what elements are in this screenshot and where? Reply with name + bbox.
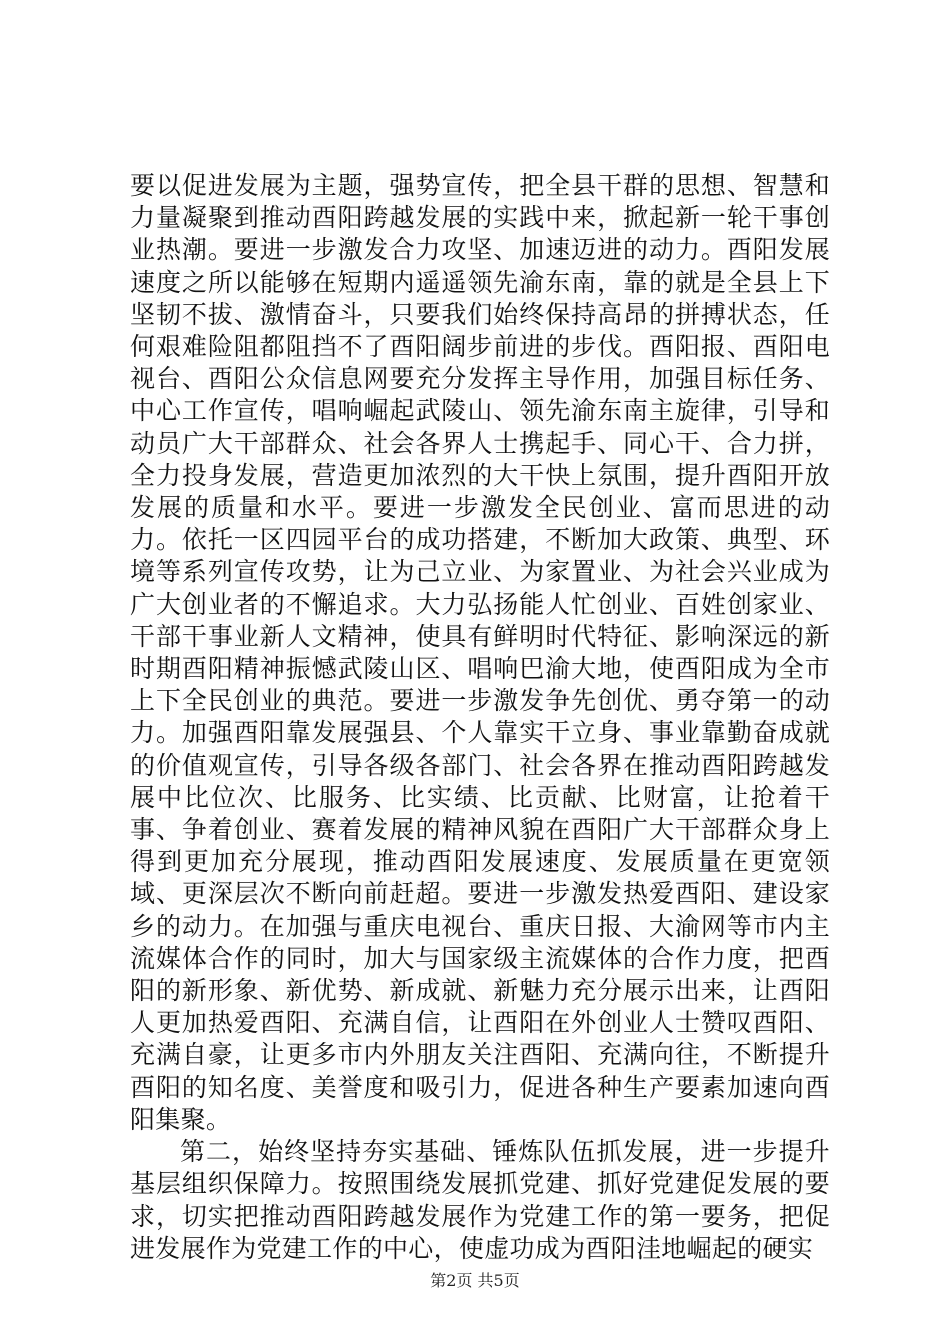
page-footer [0, 1271, 950, 1291]
document-body [130, 170, 830, 1265]
page-number-label: 第2页 共5页 [430, 1271, 520, 1290]
paragraph-1: 要以促进发展为主题，强势宣传，把全县干群的思想、智慧和力量凝聚到推动酉阳跨越发展的实践中来，掀起新一轮干事创业热潮。要进一步激发合力攻坚、加速迈进的动力。酉阳发展速度之所以能够在短期内遥遥领先渝东南，靠的就是全县上下坚韧不拔、激情奋斗，只要我们始终保持高昂的拼搏状态，任何艰难险阻都阻挡不了酉阳阔步前进的步伐。酉阳报、酉阳电视台、酉阳公众信息网要充分发挥主导作用，加强目标任务、中心工作宣传，唱响崛起武陵山、领先渝东南主旋律，引导和动员广大干部群众、社会各界人士携起手、同心干、合力拼，全力投身发展，营造更加浓烈的大干快上氛围，提升酉阳开放发展的质量和水平。要进一步激发全民创业、富而思进的动力。依托一区四园平台的成功搭建，不断加大政策、典型、环境等系列宣传攻势，让为己立业、为家置业、为社会兴业成为广大创业者的不懈追求。大力弘扬能人忙创业、百姓创家业、干部干事业新人文精神，使具有鲜明时代特征、影响深远的新时期酉阳精神振憾武陵山区、唱响巴渝大地，使酉阳成为全市上下全民创业的典范。要进一步激发争先创优、勇夺第一的动力。加强酉阳靠发展强县、个人靠实干立身、事业靠勤奋成就的价值观宣传，引导各级各部门、社会各界在推动酉阳跨越发展中比位次、比服务、比实绩、比贡献、比财富，让抢着干事、争着创业、赛着发展的精神风貌在酉阳广大干部群众身上得到更加充分展现，推动酉阳发展速度、发展质量在更宽领域、更深层次不断向前赶超。要进一步激发热爱酉阳、建设家乡的动力。在加强与重庆电视台、重庆日报、大渝网等市内主流媒体合作的同时，加大与国家级主流媒体的合作力度，把酉阳的新形象、新优势、新成就、新魅力充分展示出来，让酉阳人更加热爱酉阳、充满自信，让酉阳在外创业人士赞叹酉阳、充满自豪，让更多市内外朋友关注酉阳、充满向往，不断提升酉阳的知名度、美誉度和吸引力，促进各种生产要素加速向酉阳集聚。 [130, 171, 830, 1134]
paragraph-2: 第二，始终坚持夯实基础、锤炼队伍抓发展，进一步提升基层组织保障力。按照围绕发展抓党建、抓好党建促发展的要求，切实把推动酉阳跨越发展作为党建工作的第一要务，把促进发展作为党建工作的中心，使虚功成为酉阳洼地崛起的硬实 [130, 1137, 830, 1263]
